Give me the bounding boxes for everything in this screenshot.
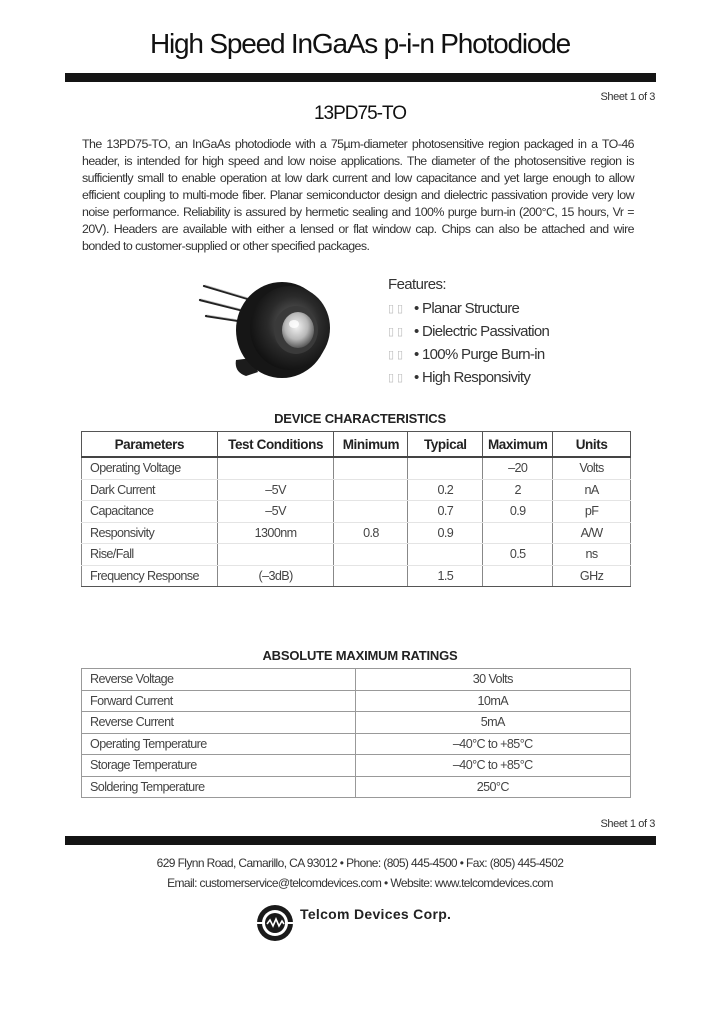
cell: (–3dB) (217, 565, 334, 587)
table-row (82, 776, 631, 798)
device-characteristics-table (81, 431, 631, 587)
col-header: Parameters (82, 432, 218, 458)
bullet-placeholder-icon: ▯▯ (388, 372, 407, 384)
feature-item: ▯▯ • Planar Structure (388, 300, 520, 317)
cell (334, 457, 408, 479)
table-row (82, 565, 631, 587)
cell: 0.7 (408, 501, 483, 523)
cell: 0.9 (408, 522, 483, 544)
cell: Soldering Temperature (82, 776, 356, 798)
col-header: Minimum (334, 432, 408, 458)
cell: 0.5 (483, 544, 553, 566)
table-row (82, 755, 631, 777)
col-header: Typical (408, 432, 483, 458)
cell: –5V (217, 501, 334, 523)
company-contact: Email: customerservice@telcomdevices.com • Website: www.telcomdevices.com (167, 876, 553, 890)
cell (483, 522, 553, 544)
intro-paragraph: The 13PD75-TO, an InGaAs photodiode with a 75µm-diameter photosensitive region packaged in a TO-46 header, is intended for high speed and low noise applications. The diameter of the photosensitive region is sufficiently small to enable operation at low dark current and low capacitance and yet large enough to allow efficient coupling to multi-mode fiber. Planar semiconductor design and dielectric passivation provide very low noise performance. Reliability is assured by hermetic sealing and 100% purge burn-in (200°C, 15 hours, Vr = 20V). Headers are available with either a lensed or flat window cap. Chips can also be attached and wire bonded to customer-supplied or other specified packages. (82, 137, 634, 253)
bullet-placeholder-icon: ▯▯ (388, 303, 407, 315)
col-header: Test Conditions (217, 432, 334, 458)
table-row (82, 544, 631, 566)
cell: 2 (483, 479, 553, 501)
cell: 10mA (355, 690, 630, 712)
bullet-placeholder-icon: ▯▯ (388, 349, 407, 361)
table-row (82, 522, 631, 544)
table-row (82, 712, 631, 734)
absolute-max-table (81, 668, 631, 798)
cell: Responsivity (82, 522, 218, 544)
company-name: Telcom Devices Corp. (300, 906, 452, 922)
cell: –5V (217, 479, 334, 501)
cell: Volts (553, 457, 631, 479)
cell (217, 544, 334, 566)
table-row (82, 457, 631, 479)
cell: Dark Current (82, 479, 218, 501)
features-heading: Features: (388, 276, 446, 293)
cell: Forward Current (82, 690, 356, 712)
cell: 0.2 (408, 479, 483, 501)
telcom-logo-icon (255, 903, 295, 943)
cell: ns (553, 544, 631, 566)
table-row (82, 479, 631, 501)
cell (334, 479, 408, 501)
photodiode-photo (196, 272, 336, 384)
cell: 5mA (355, 712, 630, 734)
table-header-row (82, 432, 631, 458)
cell: Reverse Current (82, 712, 356, 734)
cell (408, 457, 483, 479)
features-list (388, 297, 549, 389)
table-row (82, 690, 631, 712)
cell: A/W (553, 522, 631, 544)
cell: Frequency Response (82, 565, 218, 587)
cell: Storage Temperature (82, 755, 356, 777)
cell (334, 501, 408, 523)
company-address: 629 Flynn Road, Camarillo, CA 93012 • Phone: (805) 445-4500 • Fax: (805) 445-4502 (156, 856, 564, 870)
cell: Capacitance (82, 501, 218, 523)
table-row (82, 501, 631, 523)
bullet-placeholder-icon: ▯▯ (388, 326, 407, 338)
cell: 0.8 (334, 522, 408, 544)
feature-item: ▯▯ • Dielectric Passivation (388, 323, 550, 340)
cell (334, 565, 408, 587)
cell: 1300nm (217, 522, 334, 544)
cell: 1.5 (408, 565, 483, 587)
cell (408, 544, 483, 566)
feature-item: ▯▯ • High Responsivity (388, 369, 531, 386)
cell: GHz (553, 565, 631, 587)
cell: 30 Volts (355, 669, 630, 691)
cell: Operating Temperature (82, 733, 356, 755)
table-row (82, 733, 631, 755)
table-row (82, 669, 631, 691)
part-number: 13PD75-TO (313, 103, 407, 124)
cell: Reverse Voltage (82, 669, 356, 691)
cell (217, 457, 334, 479)
top-divider (65, 73, 656, 82)
col-header: Maximum (483, 432, 553, 458)
cell: Operating Voltage (82, 457, 218, 479)
cell (334, 544, 408, 566)
cell: –20 (483, 457, 553, 479)
cell: 0.9 (483, 501, 553, 523)
absolute-max-heading: ABSOLUTE MAXIMUM RATINGS (262, 648, 458, 663)
cell (483, 565, 553, 587)
sheet-number-bottom: Sheet 1 of 3 (600, 818, 655, 830)
cell: nA (553, 479, 631, 501)
feature-item: ▯▯ • 100% Purge Burn-in (388, 346, 545, 363)
cell: Rise/Fall (82, 544, 218, 566)
cell: pF (553, 501, 631, 523)
sheet-number-top: Sheet 1 of 3 (600, 91, 655, 103)
cell: 250°C (355, 776, 630, 798)
bottom-divider (65, 836, 656, 845)
cell: –40°C to +85°C (355, 755, 630, 777)
cell: –40°C to +85°C (355, 733, 630, 755)
page-title: High Speed InGaAs p-i-n Photodiode (150, 28, 570, 59)
col-header: Units (553, 432, 631, 458)
device-characteristics-heading: DEVICE CHARACTERISTICS (274, 411, 446, 426)
